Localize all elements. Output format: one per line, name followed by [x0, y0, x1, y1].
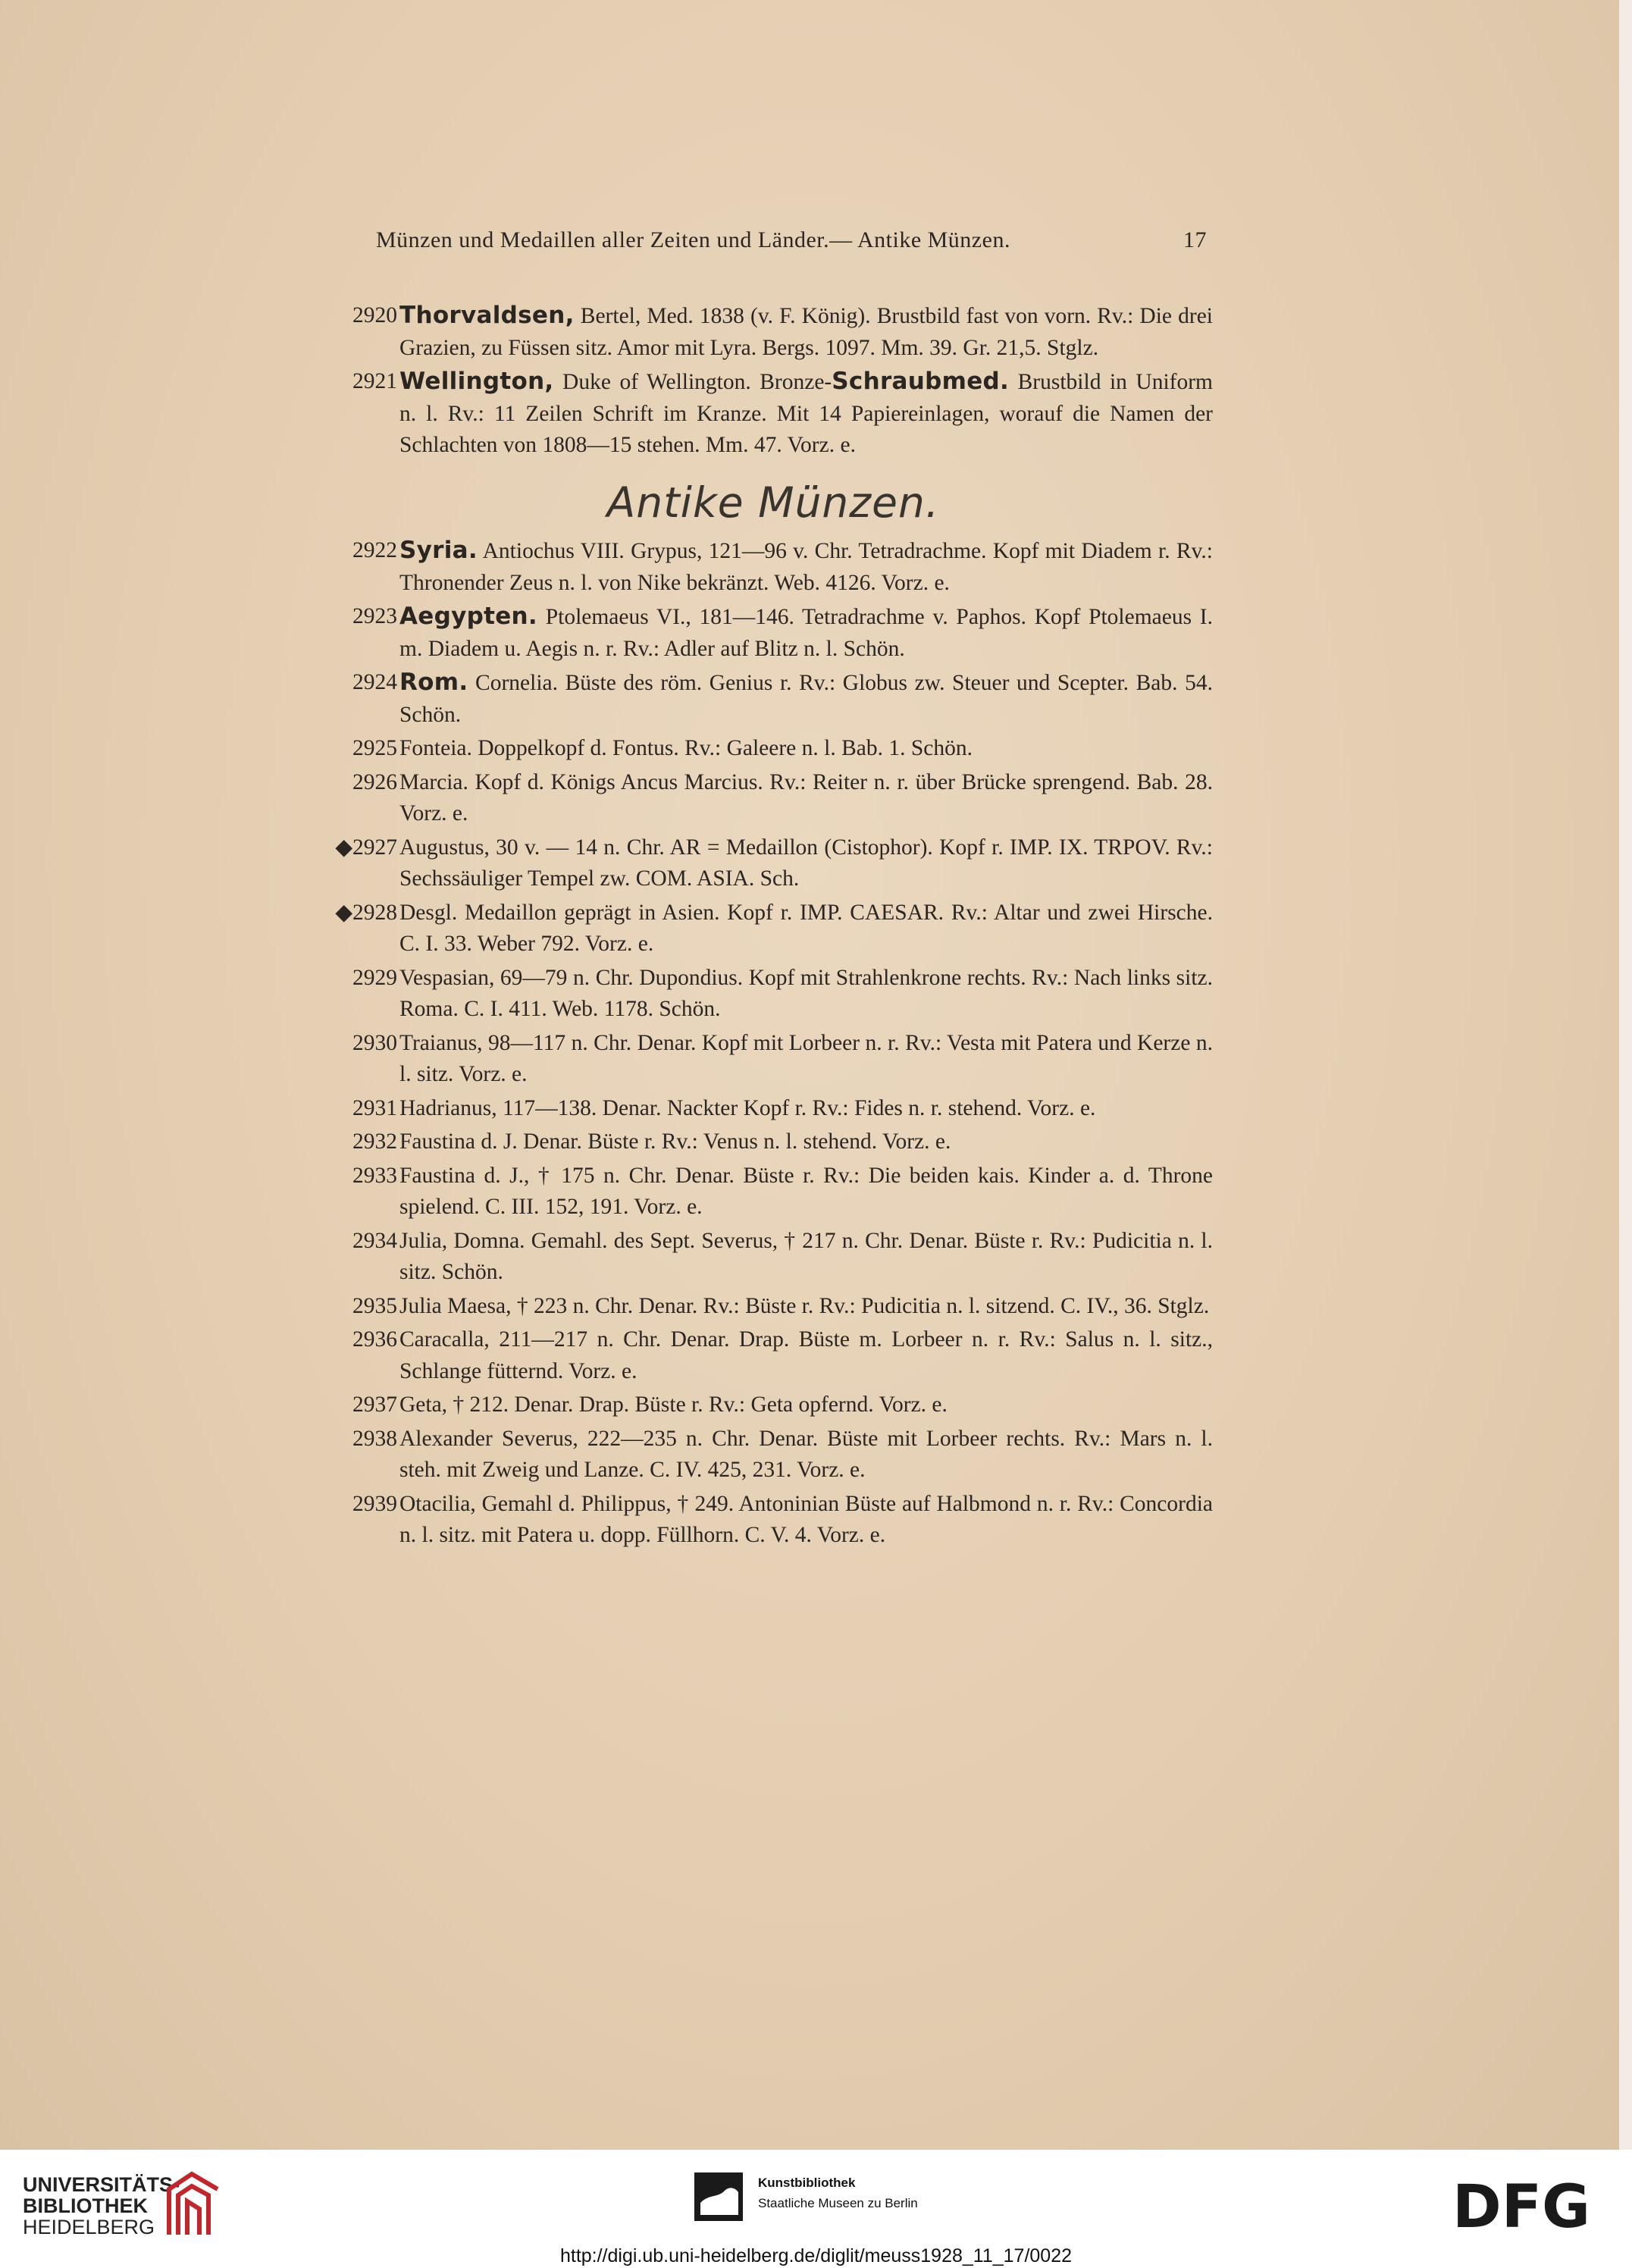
- entry-text: Otacilia, Gemahl d. Philippus, † 249. Antoninian Büste auf Halbmond n. r. Rv.: Concordia n. l. sitz. mit Patera u. dopp. Füllhorn. C. V. 4. Vorz. e.: [399, 1491, 1213, 1547]
- entry-text: Hadrianus, 117—138. Denar. Nackter Kopf r. Rv.: Fides n. r. stehend. Vorz. e.: [399, 1095, 1096, 1120]
- entry-number: 2937: [352, 1392, 397, 1417]
- entry-keyword: Syria.: [399, 537, 478, 564]
- catalog-entry: [334, 1389, 1213, 1421]
- catalog-entry: [334, 1226, 1213, 1289]
- ub-line-3: HEIDELBERG: [23, 2216, 155, 2238]
- catalog-entry: [334, 733, 1213, 765]
- running-head: [376, 227, 1207, 253]
- page-edge: [1619, 0, 1632, 2150]
- entry-text: Julia, Domna. Gemahl. des Sept. Severus, † 217 n. Chr. Denar. Büste r. Rv.: Pudicitia n. l. sitz. Schön.: [399, 1228, 1213, 1284]
- entry-number: 2936: [352, 1327, 397, 1352]
- entry-number: 2938: [352, 1426, 397, 1451]
- entry-text: Fonteia. Doppelkopf d. Fontus. Rv.: Galeere n. l. Bab. 1. Schön.: [399, 736, 973, 760]
- entry-text: Brustbild in Uniform n. l. Rv.: 11 Zeilen Schrift im Kranze. Mit 14 Papiereinlagen, worauf die Namen der Schlachten von 1808—15 stehen. Mm. 47. Vorz. e.: [399, 370, 1214, 457]
- entry-keyword: Thorvaldsen,: [399, 302, 575, 329]
- entry-number: 2939: [352, 1491, 397, 1516]
- page-number: 17: [1183, 227, 1207, 252]
- entry-number: ◆2927: [335, 835, 397, 860]
- catalog-entry: [334, 601, 1213, 665]
- dfg-logo-text: DFG: [1452, 2180, 1591, 2232]
- ub-logo-icon: [161, 2166, 225, 2242]
- entry-text: Ptolemaeus VI., 181—146. Tetradrachme v. Paphos. Kopf Ptolemaeus I. m. Diadem u. Aegis n. r. Rv.: Adler auf Blitz n. l. Schön.: [399, 605, 1213, 661]
- entry-text: Desgl. Medaillon geprägt in Asien. Kopf r. IMP. CAESAR. Rv.: Altar und zwei Hirsche. C. I. 33. Weber 792. Vorz. e.: [399, 900, 1213, 956]
- entry-text: Duke of Wellington. Bronze-: [553, 370, 832, 394]
- entry-text: Marcia. Kopf d. Königs Ancus Marcius. Rv.: Reiter n. r. über Brücke sprengend. Bab. 28. Vorz. e.: [399, 769, 1213, 825]
- entry-number: 2920: [352, 303, 397, 327]
- catalog-entry: [334, 1291, 1213, 1323]
- entry-keyword: Aegypten.: [399, 603, 537, 630]
- ub-heidelberg-wordmark: [23, 2174, 180, 2238]
- entry-text: Faustina d. J., † 175 n. Chr. Denar. Büste r. Rv.: Die beiden kais. Kinder a. d. Throne spielend. C. III. 152, 191. Vorz. e.: [399, 1163, 1213, 1219]
- dfg-logo-icon: [1452, 2180, 1609, 2232]
- entry-keyword: Schraubmed.: [832, 368, 1010, 395]
- catalog-entry: [334, 667, 1213, 731]
- entry-number: 2921: [352, 369, 397, 393]
- catalog-entry: [334, 832, 1213, 895]
- permalink-url[interactable]: http://digi.ub.uni-heidelberg.de/diglit/meuss1928_11_17/0022: [559, 2245, 1073, 2266]
- catalog-entry: [334, 1161, 1213, 1223]
- entry-text: Traianus, 98—117 n. Chr. Denar. Kopf mit Lorbeer n. r. Rv.: Vesta mit Patera und Kerze n. l. sitz. Vorz. e.: [399, 1030, 1213, 1086]
- entry-number: ◆2928: [335, 900, 397, 925]
- entry-number: 2924: [352, 670, 397, 694]
- entry-text: Cornelia. Büste des röm. Genius r. Rv.: Globus zw. Steuer und Scepter. Bab. 54. Schön.: [399, 671, 1213, 727]
- catalog-entry: [334, 1324, 1213, 1387]
- entry-number: 2925: [352, 736, 397, 760]
- ub-line-2: BIBLIOTHEK: [23, 2194, 148, 2217]
- footer-bar: [0, 2150, 1632, 2268]
- catalog-entry: [334, 366, 1213, 462]
- catalog-entry: [334, 767, 1213, 830]
- kb-line-2: Staatliche Museen zu Berlin: [758, 2196, 918, 2210]
- entry-number: 2926: [352, 769, 397, 794]
- running-title: Münzen und Medaillen aller Zeiten und Länder.— Antike Münzen.: [376, 227, 1010, 252]
- entry-text: Antiochus VIII. Grypus, 121—96 v. Chr. Tetradrachme. Kopf mit Diadem r. Rv.: Thronender Zeus n. l. von Nike bekränzt. Web. 4126. Vorz. e.: [399, 539, 1213, 595]
- entries-top: [334, 300, 1213, 462]
- ub-line-1: UNIVERSITÄTS-: [23, 2173, 180, 2196]
- entry-text: Alexander Severus, 222—235 n. Chr. Denar. Büste mit Lorbeer rechts. Rv.: Mars n. l. steh. mit Zweig und Lanze. C. IV. 425, 231. Vorz. e.: [399, 1426, 1213, 1482]
- entry-text: Caracalla, 211—217 n. Chr. Denar. Drap. Büste m. Lorbeer n. r. Rv.: Salus n. l. sitz., Schlange fütternd. Vorz. e.: [399, 1327, 1213, 1383]
- kunstbibliothek-logo-icon: [694, 2172, 743, 2221]
- catalog-content: [334, 300, 1213, 1554]
- entry-text: Vespasian, 69—79 n. Chr. Dupondius. Kopf mit Strahlenkrone rechts. Rv.: Nach links sitz. Roma. C. I. 411. Web. 1178. Schön.: [399, 965, 1213, 1021]
- entry-text: Faustina d. J. Denar. Büste r. Rv.: Venus n. l. stehend. Vorz. e.: [399, 1129, 951, 1154]
- catalog-entry: [334, 535, 1213, 599]
- catalog-entry: [334, 300, 1213, 364]
- catalog-entry: [334, 897, 1213, 960]
- entry-keyword: Wellington,: [399, 368, 554, 395]
- entry-text: Geta, † 212. Denar. Drap. Büste r. Rv.: Geta opfernd. Vorz. e.: [399, 1392, 948, 1417]
- entry-number: 2929: [352, 965, 397, 990]
- entry-text: Augustus, 30 v. — 14 n. Chr. AR = Medaillon (Cistophor). Kopf r. IMP. IX. TRPOV. Rv.: Sechssäuliger Tempel zw. COM. ASIA. Sch.: [399, 835, 1213, 891]
- kunstbibliothek-wordmark: [758, 2172, 918, 2213]
- entry-number: 2922: [352, 538, 397, 562]
- entry-number: 2933: [352, 1163, 397, 1188]
- entries-list: [334, 535, 1213, 1552]
- entry-keyword: Rom.: [399, 669, 468, 696]
- entry-number: 2935: [352, 1293, 397, 1318]
- catalog-entry: [334, 1126, 1213, 1158]
- catalog-entry: [334, 1093, 1213, 1125]
- entry-number: 2931: [352, 1095, 397, 1120]
- entry-number: 2934: [352, 1228, 397, 1253]
- entry-text: Bertel, Med. 1838 (v. F. König). Brustbild fast von vorn. Rv.: Die drei Grazien, zu Füssen sitz. Amor mit Lyra. Bergs. 1097. Mm. 39. Gr. 21,5. Stglz.: [399, 304, 1213, 360]
- catalog-entry: [334, 1424, 1213, 1486]
- kb-line-1: Kunstbibliothek: [758, 2176, 856, 2190]
- section-title: Antike Münzen.: [606, 478, 940, 527]
- catalog-entry: [334, 1028, 1213, 1091]
- entry-number: 2923: [352, 604, 397, 628]
- catalog-entry: [334, 963, 1213, 1026]
- catalog-entry: [334, 1489, 1213, 1552]
- entry-text: Julia Maesa, † 223 n. Chr. Denar. Rv.: Büste r. Rv.: Pudicitia n. l. sitzend. C. IV., 36. Stglz.: [399, 1293, 1210, 1318]
- entry-number: 2930: [352, 1030, 397, 1055]
- entry-number: 2932: [352, 1129, 397, 1154]
